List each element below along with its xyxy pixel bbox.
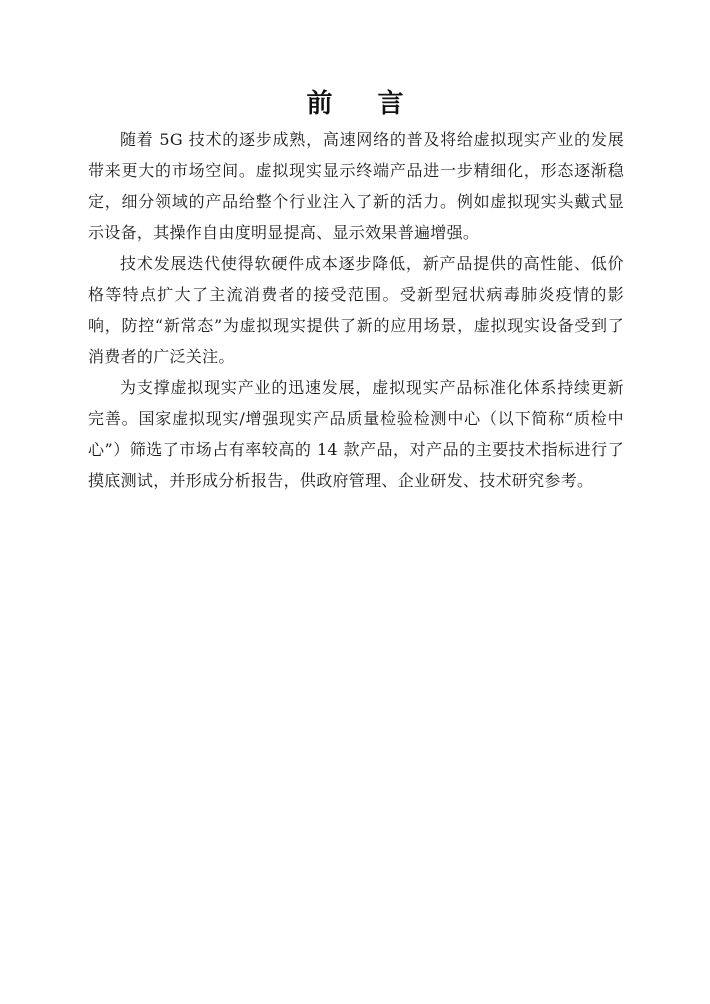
paragraph-1: 随着 5G 技术的逐步成熟，高速网络的普及将给虚拟现实产业的发展带来更大的市场空间。虚拟现实显示终端产品进一步精细化，形态逐渐稳定，细分领域的产品给整个行业注入了新的活力。例如虚拟现实头戴式显示设备，其操作自由度明显提高、显示效果普遍增强。 <box>88 130 624 242</box>
paragraph-3: 为支撑虚拟现实产业的迅速发展，虚拟现实产品标准化体系持续更新完善。国家虚拟现实/增强现实产品质量检验检测中心（以下简称“质检中心”）筛选了市场占有率较高的 14 款产品，对产品的主要技术指标进行了摸底测试，并形成分析报告，供政府管理、企业研发、技术研究参考。 <box>88 378 624 490</box>
page-title: 前 言 <box>306 89 422 119</box>
preface-body <box>88 124 624 496</box>
paragraph-2: 技术发展迭代使得软硬件成本逐步降低，新产品提供的高性能、低价格等特点扩大了主流消费者的接受范围。受新型冠状病毒肺炎疫情的影响，防控“新常态”为虚拟现实提供了新的应用场景，虚拟现实设备受到了消费者的广泛关注。 <box>88 254 624 366</box>
